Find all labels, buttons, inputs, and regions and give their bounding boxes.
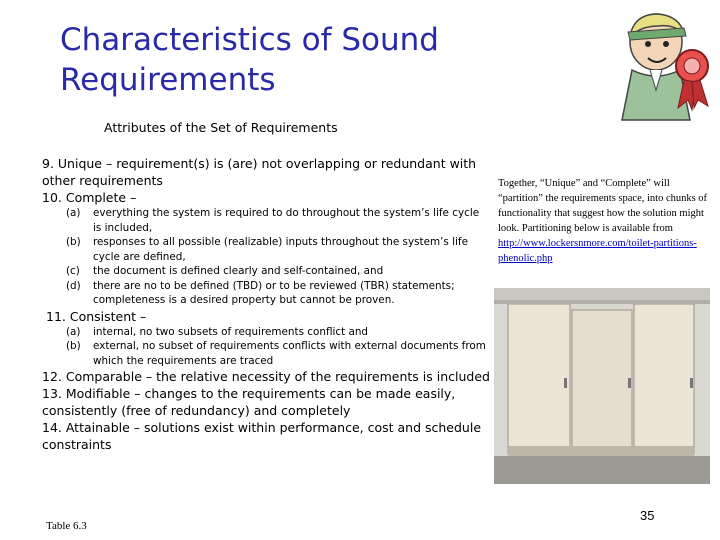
list-item: (b) responses to all possible (realizable) inputs throughout the system’s life cycle are defined, [66, 236, 468, 263]
list-item: (b) external, no subset of requirements conflicts with external documents from which the requirements are traced [66, 340, 486, 367]
list-item: (a) internal, no two subsets of requirements conflict and [66, 325, 369, 338]
item-unique: 9. Unique – requirement(s) is (are) not overlapping or redundant with other requirements [42, 156, 477, 188]
item-attainable: 14. Attainable – solutions exist within performance, cost and schedule constraints [42, 420, 482, 452]
toilet-partition-photo [494, 288, 710, 484]
side-note [498, 176, 714, 266]
item-comparable: 12. Comparable – the relative necessity of the requirements is included [42, 369, 490, 384]
table-caption: Table 6.3 [46, 520, 87, 532]
slide-title: Characteristics of Sound Requirements [60, 22, 439, 98]
item-consistent: 11. Consistent – [46, 308, 147, 324]
list-item: (d) there are no to be defined (TBD) or to be reviewed (TBR) statements; completeness is a desired property but cannot be proven. [66, 279, 455, 306]
award-ribbon-person-clipart [614, 8, 714, 126]
item-modifiable: 13. Modifiable – changes to the requirements can be made easily, consistently (free of redundancy) and completely [42, 386, 456, 418]
complete-sublist [66, 206, 490, 308]
source-link[interactable]: http://www.lockersnmore.com/toilet-partitions-phenolic.php [498, 238, 697, 264]
consistent-sublist [66, 325, 490, 369]
item-complete: 10. Complete – [42, 190, 137, 205]
list-item: (c) the document is defined clearly and self-contained, and [66, 265, 384, 277]
side-note-text: Together, “Unique” and “Complete” will “partition” the requirements space, into chunks of functionality that suggest how the solution might look. Partitioning below is available from [498, 178, 708, 234]
requirements-list [42, 155, 490, 453]
section-subtitle: Attributes of the Set of Requirements [104, 120, 338, 135]
list-item: (a) everything the system is required to do throughout the system’s life cycle is included, [66, 207, 480, 234]
page-number: 35 [640, 508, 655, 523]
